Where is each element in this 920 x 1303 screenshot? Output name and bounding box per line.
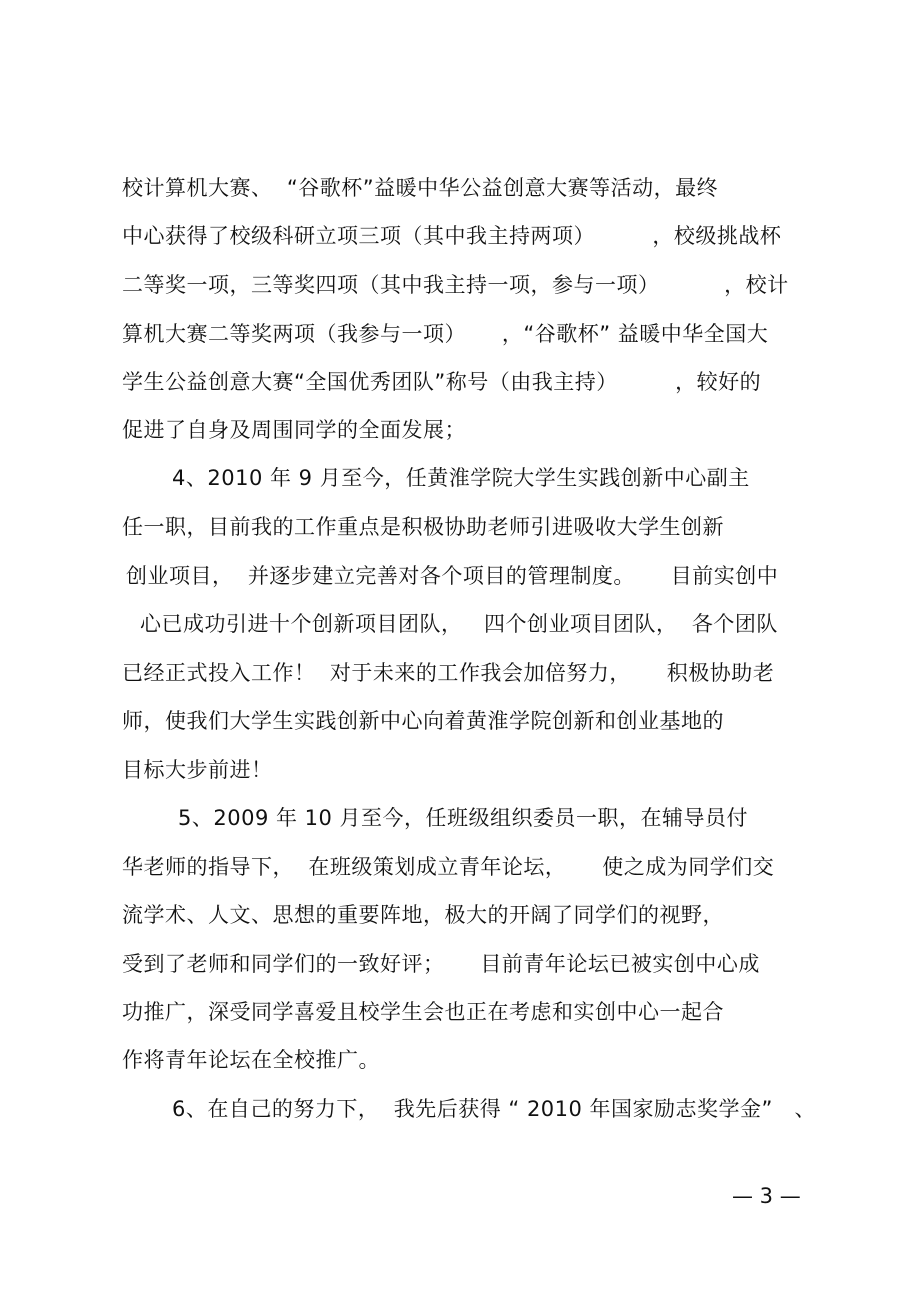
text-line: 功推广，深受同学喜爱且校学生会也正在考虑和实创中心一起合 <box>122 1000 724 1024</box>
text-line: 受到了老师和同学们的一致好评； 目前青年论坛已被实创中心成 <box>122 952 760 976</box>
text-line: 校计算机大赛、 “谷歌杯”益暖中华公益创意大赛等活动，最终 <box>122 176 719 200</box>
text-line: 师，使我们大学生实践创新中心向着黄淮学院创新和创业基地的 <box>122 709 724 733</box>
text-line: 任一职，目前我的工作重点是积极协助老师引进吸收大学生创新 <box>122 515 724 539</box>
text-line: 算机大赛二等奖两项（我参与一项） ，“谷歌杯” 益暖中华全国大 <box>122 322 769 346</box>
text-line: 作将青年论坛在全校推广。 <box>122 1048 380 1072</box>
text-line: 目标大步前进！ <box>122 758 273 782</box>
text-line: 4、2010 年 9 月至今，任黄淮学院大学生实践创新中心副主 <box>172 466 750 490</box>
text-line: 流学术、人文、思想的重要阵地，极大的开阔了同学们的视野， <box>122 903 724 927</box>
text-line: 6、在自己的努力下， 我先后获得 “ 2010 年国家励志奖学金” 、 <box>172 1097 816 1121</box>
text-line: 心已成功引进十个创新项目团队， 四个创业项目团队， 各个团队 <box>140 612 778 636</box>
page-number: — 3 — <box>732 1184 801 1208</box>
text-line: 华老师的指导下， 在班级策划成立青年论坛， 使之成为同学们交 <box>122 855 775 879</box>
text-line: 二等奖一项，三等奖四项（其中我主持一项，参与一项） ，校计 <box>122 273 789 297</box>
text-line: 中心获得了校级科研立项三项（其中我主持两项） ，校级挑战杯 <box>122 224 782 248</box>
text-line: 创业项目， 并逐步建立完善对各个项目的管理制度。 目前实创中 <box>126 564 779 588</box>
text-line: 5、2009 年 10 月至今，任班级组织委员一职，在辅导员付 <box>178 806 749 830</box>
text-line: 促进了自身及周围同学的全面发展； <box>122 418 466 442</box>
text-line: 已经正式投入工作！ 对于未来的工作我会加倍努力， 积极协助老 <box>122 661 775 685</box>
text-line: 学生公益创意大赛“全国优秀团队”称号（由我主持） ，较好的 <box>122 370 762 394</box>
